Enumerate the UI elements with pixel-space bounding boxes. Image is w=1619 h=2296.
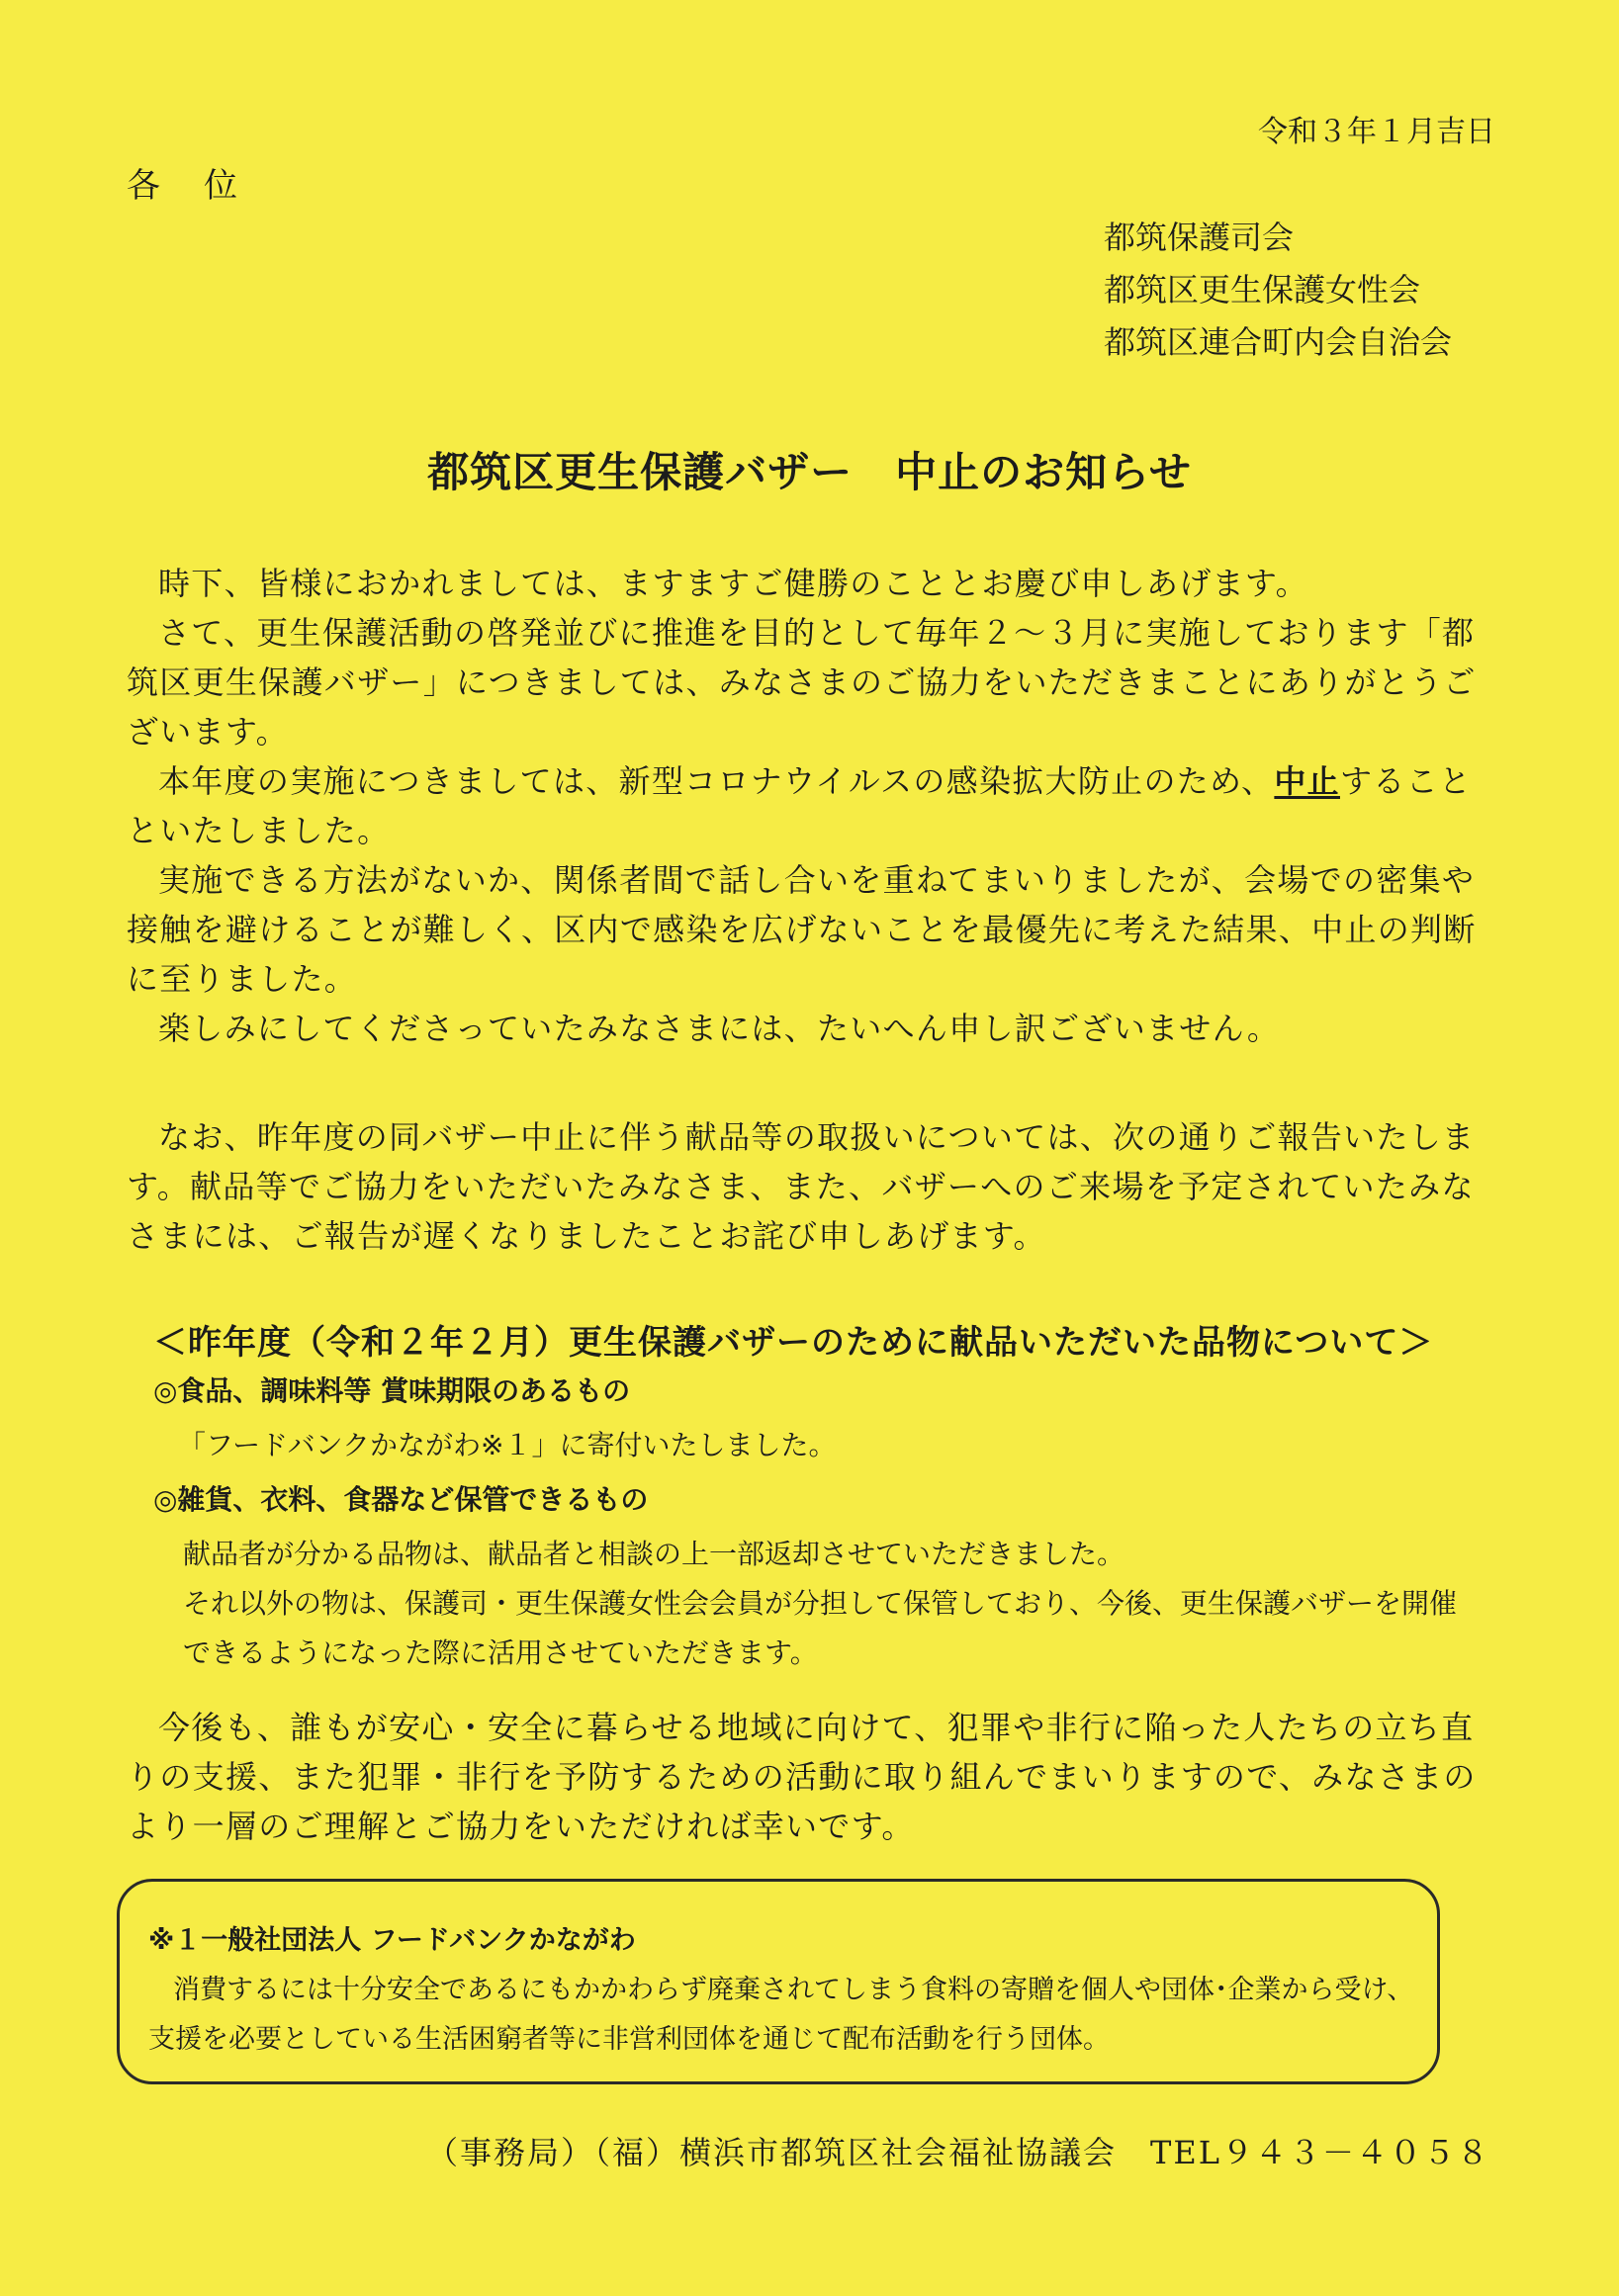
greeting: 時下、皆様におかれましては、ますますご健勝のこととお慶び申しあげます。 [158, 565, 1308, 602]
closing-line2: りの支援、また犯罪・非行を予防するための活動に取り組んでまいりますので、みなさまの [127, 1758, 1477, 1796]
para2-line1 [127, 756, 1491, 806]
para3-line1: 実施できる方法がないか、関係者間で話し合いを重ねてまいりましたが、会場での密集や [158, 861, 1476, 899]
sender-3: 都筑区連合町内会自治会 [1104, 323, 1453, 361]
document-title: 都筑区更生保護バザー 中止のお知らせ [427, 448, 1192, 496]
section-heading: ＜昨年度（令和２年２月）更生保護バザーのために献品いただいた品物について＞ [153, 1323, 1434, 1363]
goods-text-3: できるようになった際に活用させていただきます。 [183, 1636, 818, 1669]
contact-footer: （事務局）（福）横浜市都筑区社会福祉協議会 TEL９４３－４０５８ [426, 2134, 1490, 2171]
goods-text-1: 献品者が分かる品物は、献品者と相談の上一部返却させていただきました。 [183, 1538, 1125, 1570]
para3-line2: 接触を避けることが難しく、区内で感染を広げないことを最優先に考えた結果、中止の判断 [127, 911, 1477, 948]
para5-line1: なお、昨年度の同バザー中止に伴う献品等の取扱いについては、次の通りご報告いたしま [158, 1118, 1476, 1156]
addressee: 各位 [127, 166, 281, 206]
body-letter [127, 559, 1491, 1053]
para1-line2: 筑区更生保護バザー」につきましては、みなさまのご協力をいただきまことにありがとうご [127, 663, 1477, 701]
para5-line2: す。献品等でご協力をいただいたみなさま、また、バザーへのご来場を予定されていたみな [127, 1168, 1475, 1205]
goods-heading: ◎雑貨、衣料、食器など保管できるもの [153, 1483, 649, 1516]
para3-line3: に至りました。 [127, 960, 358, 998]
para4: 楽しみにしてくださっていたみなさまには、たいへん申し訳ございません。 [158, 1010, 1281, 1047]
report-paragraph [127, 1112, 1491, 1261]
food-heading: ◎食品、調味料等 賞味期限のあるもの [153, 1374, 631, 1407]
goods-text-2: それ以外の物は、保護司・更生保護女性会会員が分担して保管しており、今後、更生保護バザーを開催 [183, 1587, 1458, 1620]
closing-line3: より一層のご理解とご協力をいただければ幸いです。 [127, 1808, 915, 1845]
footnote-line1: 消費するには十分安全であるにもかかわらず廃棄されてしまう食料の寄贈を個人や団体･企業から受け、 [173, 1975, 1414, 2005]
closing-line1: 今後も、誰もが安心・安全に暮らせる地域に向けて、犯罪や非行に陥った人たちの立ち直 [158, 1709, 1475, 1746]
para5-line3: さまには、ご報告が遅くなりましたことお詫び申しあげます。 [127, 1217, 1046, 1255]
food-text: 「フードバンクかながわ※１」に寄付いたしました。 [178, 1429, 837, 1461]
closing-paragraph [127, 1703, 1491, 1851]
sender-2: 都筑区更生保護女性会 [1104, 271, 1421, 309]
footnote-line2: 支援を必要としている生活困窮者等に非営利団体を通じて配布活動を行う団体。 [148, 2024, 1110, 2055]
para2-before: 本年度の実施につきましては、新型コロナウイルスの感染拡大防止のため、 [158, 762, 1275, 800]
para1-line3: ざいます。 [127, 713, 289, 751]
sender-1: 都筑保護司会 [1104, 219, 1295, 256]
cancel-emphasis: 中止 [1274, 762, 1340, 800]
issue-date: 令和３年１月吉日 [1258, 115, 1495, 149]
para2-after: すること [1339, 762, 1473, 800]
para1-line1: さて、更生保護活動の啓発並びに推進を目的として毎年２～３月に実施しております「都 [158, 614, 1476, 652]
footnote-title: ※１一般社団法人 フードバンクかながわ [148, 1925, 636, 1956]
para2-line2: といたしました。 [127, 812, 391, 849]
